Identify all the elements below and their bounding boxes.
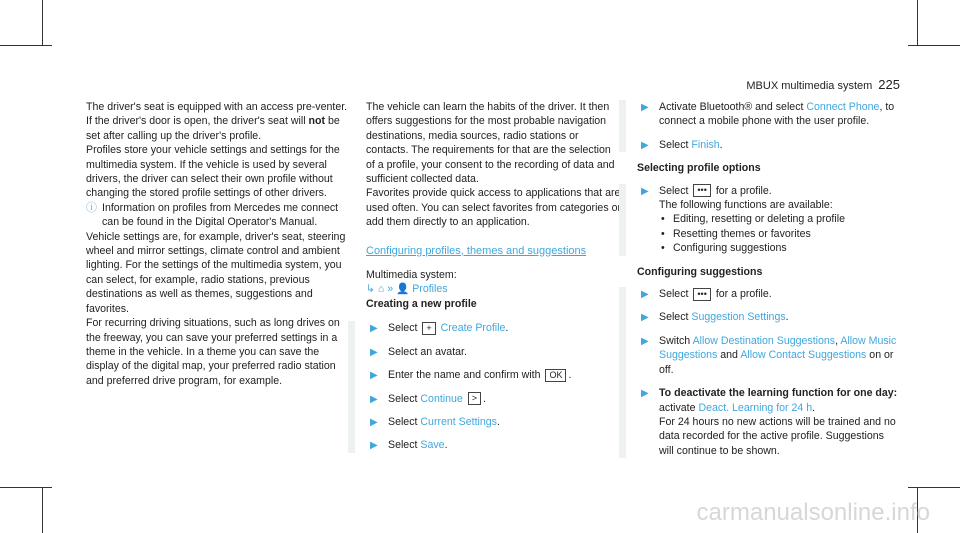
- crop-mark: [917, 0, 918, 46]
- step-arrow-icon: ▶: [370, 393, 378, 405]
- step-arrow-icon: ▶: [641, 185, 649, 197]
- step: ▶ Select ••• for a profile.: [637, 287, 899, 301]
- path-arrow-icon: ↳: [366, 283, 375, 296]
- step: ▶ Select Continue > .: [366, 392, 622, 406]
- step: ▶ Activate Bluetooth® and select Connect Phone, to connect a mobile phone with the user profile.: [641, 101, 895, 128]
- step: ▶ To deactivate the learning function for one day: activate Deact. Learning for 24 h. For 24 hours no new actions will be trained and no data recorded for the active profile. Suggestions will continue to be shown.: [641, 387, 898, 457]
- list-item: • Configuring suggestions: [659, 241, 899, 255]
- step: ▶ Select Finish.: [637, 138, 899, 152]
- step: ▶ Select Suggestion Settings.: [637, 310, 899, 324]
- step: ▶ Select an avatar.: [366, 345, 622, 359]
- paragraph: The driver's seat is equipped with an access pre-venter.: [86, 101, 348, 113]
- crop-mark: [0, 487, 52, 488]
- home-icon: ⌂: [377, 283, 385, 296]
- system-label: Multimedia system:: [366, 269, 457, 282]
- chevron-right-key-icon: >: [468, 392, 481, 405]
- paragraph: The vehicle can learn the habits of the driver. It then offers suggestions for the most probable navigation destinations, media sources, radio stations or contacts. The requirements for that are the selection of a profile, your consent to the recording of data and sufficient collected data.: [366, 101, 615, 186]
- step: ▶ Select Current Settings.: [366, 415, 622, 429]
- step: ▶ Select ••• for a profile. The following functions are available: • Editing, resetting or deleting a profile • Resetting themes or favorites • Configuring suggestions: [637, 184, 899, 256]
- paragraph: For recurring driving situations, such as long drives on the freeway, you can save your preferred settings in a theme in the vehicle. In a theme you can save the display of the digital map, your preferred radio station and preferred drive program, for example.: [86, 317, 340, 387]
- step-detail: For 24 hours no new actions will be trained and no data recorded for the active profile. Suggestions will continue to be shown.: [659, 415, 896, 457]
- plus-key-icon: +: [422, 322, 435, 335]
- more-key-icon: •••: [693, 288, 710, 301]
- page-number: 225: [878, 77, 900, 92]
- paragraph: If the driver's door is open, the driver's seat will not be set after calling up the driver's profile.: [86, 115, 340, 142]
- step-arrow-icon: ▶: [641, 388, 649, 400]
- step-arrow-icon: ▶: [370, 370, 378, 382]
- available-text: The following functions are available:: [659, 199, 833, 212]
- step: ▶ Enter the name and confirm with OK .: [366, 368, 622, 382]
- step-arrow-icon: ▶: [641, 139, 649, 151]
- list-item: • Editing, resetting or deleting a profile: [659, 212, 899, 226]
- list-item: • Resetting themes or favorites: [659, 227, 899, 241]
- crop-mark: [42, 0, 43, 46]
- info-icon: ⓘ: [86, 201, 97, 214]
- more-key-icon: •••: [693, 184, 710, 197]
- profile-icon: 👤: [396, 283, 410, 296]
- header-title: MBUX multimedia system: [746, 80, 873, 92]
- sub-heading: Configuring suggestions: [637, 265, 763, 278]
- steps: [619, 100, 899, 152]
- crop-mark: [0, 45, 52, 46]
- column-1: [86, 100, 350, 388]
- step-arrow-icon: ▶: [641, 312, 649, 324]
- step-arrow-icon: ▶: [370, 440, 378, 452]
- step-arrow-icon: ▶: [641, 102, 649, 113]
- step: ▶ Select + Create Profile.: [366, 321, 622, 335]
- double-chevron-icon: »: [387, 283, 394, 296]
- crop-mark: [908, 487, 960, 488]
- crop-mark: [908, 45, 960, 46]
- info-note: ⓘ Information on profiles from Mercedes me connect can be found in the Digital Operator's Manual.: [86, 201, 339, 229]
- step-arrow-icon: ▶: [370, 416, 378, 428]
- step: ▶ Switch Allow Destination Suggestions, Allow Music Suggestions and Allow Contact Suggestions on or off.: [641, 334, 897, 376]
- page-header: [746, 77, 900, 92]
- section-heading: Configuring profiles, themes and suggestions: [366, 244, 587, 257]
- step: ▶ Select Save.: [366, 438, 622, 452]
- menu-path: ↳ ⌂ » 👤 Profiles: [366, 283, 448, 296]
- step-arrow-icon: ▶: [370, 323, 378, 335]
- column-2: [366, 100, 622, 462]
- paragraph: Profiles store your vehicle settings and settings for the multimedia system. If the vehicle is used by several drivers, the driver can select their own profile without changing the stored profile settings of other drivers.: [86, 144, 340, 200]
- steps: [619, 287, 899, 458]
- step-arrow-icon: ▶: [370, 346, 378, 358]
- step-arrow-icon: ▶: [641, 289, 649, 301]
- column-3: [637, 100, 899, 467]
- steps: [619, 184, 899, 256]
- paragraph: Vehicle settings are, for example, driver's seat, steering wheel and mirror settings, climate control and ambient lighting. For the settings of the multimedia system, you can select, for example, radio stations, previous destinations as well as themes, suggestions and favorites.: [86, 230, 346, 315]
- steps: [348, 321, 622, 452]
- paragraph: Favorites provide quick access to applications that are used often. You can select favorites from categories or add them directly to an application.: [366, 187, 621, 229]
- crop-mark: [42, 487, 43, 533]
- sub-heading: Creating a new profile: [366, 297, 477, 310]
- sub-heading: Selecting profile options: [637, 162, 761, 175]
- watermark: carmanualsonline.info: [696, 499, 930, 526]
- ok-key-icon: OK: [545, 369, 566, 382]
- step-arrow-icon: ▶: [641, 335, 649, 347]
